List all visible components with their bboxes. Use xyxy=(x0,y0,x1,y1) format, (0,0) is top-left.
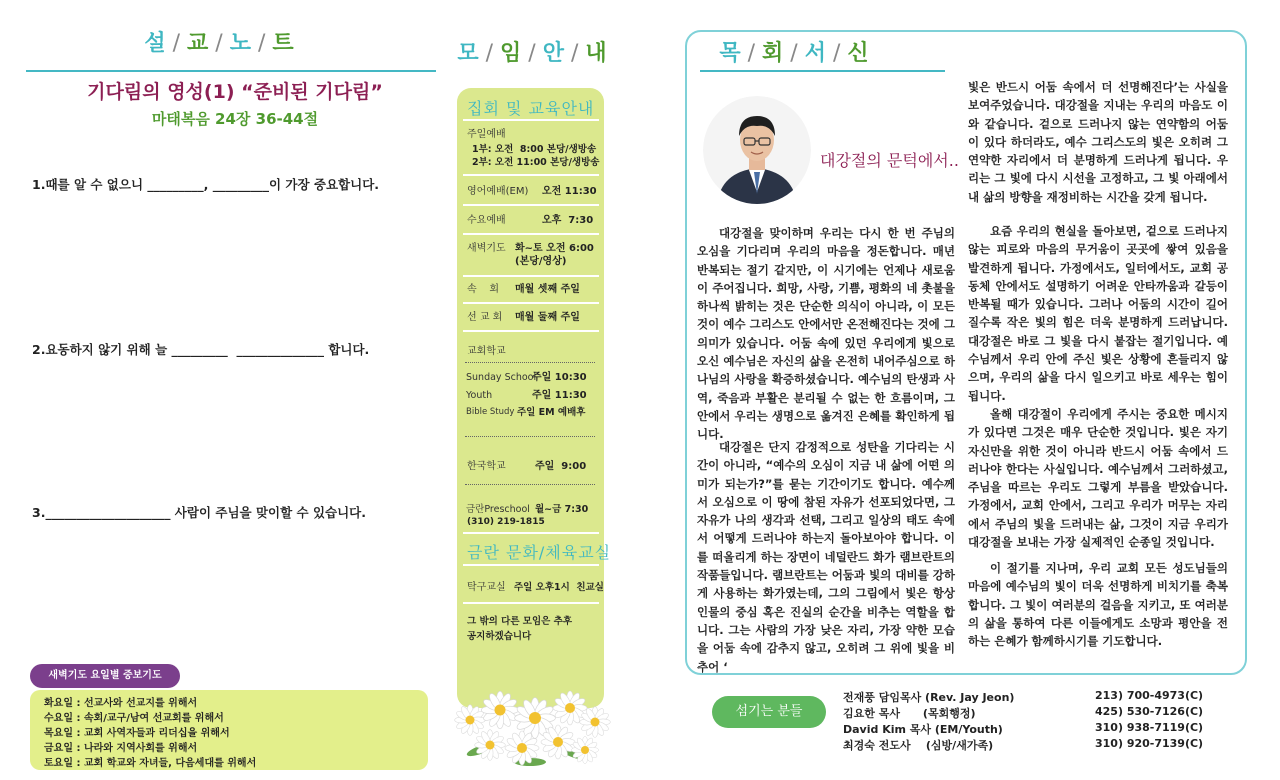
letter-paragraph: 대강절을 맞이하며 우리는 다시 한 번 주님의 오심을 기다리며 우리의 마음을 정돈합니다. 매년 반복되는 절기 같지만, 이 시기에는 언제나 새로움이 주어집니다. 희망, 사랑, 기쁨, 평화의 네 촛불을 하나씩 밝히는 것은 단순한 의식이 아니라, 이 모든 것이 예수 그리스도 안에서만 온전해진다는 것에 그 의미가 있습니다. 어둠 속에 있던 우리에게 빛으로 오신 예수님은 자신의 삶을 온전히 내어주심으로 하나님의 사랑을 확증하셨습니다. 예수님의 탄생과 사역, 죽음과 부활은 분리될 수 없는 한 흐름이며, 그 안에서 우리는 생명으로 옮겨진 은혜를 확인하게 됩니다. xyxy=(697,226,955,442)
sermon-title: 기다림의 영성(1) “준비된 기다림” xyxy=(87,81,383,103)
youth-time: 주일 11:30 xyxy=(532,390,587,401)
title-char: 서 xyxy=(804,41,828,66)
title-char: 목 xyxy=(719,41,743,66)
mission-time: 매월 둘째 주일 xyxy=(515,312,580,323)
korean-label: 한국학교 xyxy=(467,461,506,472)
title-char: 트 xyxy=(272,31,296,56)
sunday-service-1: 1부: 오전 8:00 본당/생방송 xyxy=(472,144,597,155)
bible-time: 주일 EM 예배후 xyxy=(517,407,586,418)
em-time: 오전 11:30 xyxy=(542,186,597,197)
divider xyxy=(700,70,945,72)
youth-label: Youth xyxy=(466,390,493,401)
divider xyxy=(463,532,599,534)
question-3: 3.____________________ 사람이 주님을 맞이할 수 있습니다. xyxy=(32,505,367,520)
ss-label: Sunday School xyxy=(466,372,537,383)
divider xyxy=(463,564,599,566)
sunday-service-2: 2부: 오전 11:00 본당/생방송 xyxy=(472,157,600,168)
divider xyxy=(463,174,599,176)
staff-phone: 310) 938-7119(C) xyxy=(1095,721,1204,734)
prayer-list xyxy=(30,690,428,770)
divider xyxy=(463,204,599,206)
question-2: 2.요동하지 않기 위해 늘 _________ ______________ 합니다. xyxy=(32,342,370,357)
other-notice-2: 공지하겠습니다 xyxy=(467,631,532,642)
letter-paragraph: 대강절은 단지 감정적으로 성탄을 기다리는 시간이 아니라, “예수의 오심이 지금 내 삶에 어떤 의미가 되는가?”를 묻는 기간이기도 합니다. 예수께서 오심으로 이 땅에 참된 자유가 선포되었다면, 그 자유가 나의 생각과 선택, 그리고 일상의 태도 속에서 어떻게 드러나야 하는지 돌아보아야 합니다. 이를 떠올리게 하는 장면이 네덜란드 화가 램브란트의 작품들입니다. 램브란트는 어둠과 빛의 대비를 강하게 사용하는 화가였는데, 그의 그림에서 빛은 항상 인물의 중심 혹은 진실의 순간을 비추는 역할을 합니다. 그는 사람의 가장 낮은 자리, 가장 약한 모습을 어둠 속에 감추지 않고, 오히려 그 위에 빛을 비추어 ‘ xyxy=(697,440,955,674)
korean-time: 주일 9:00 xyxy=(535,461,587,472)
staff-phone: 425) 530-7126(C) xyxy=(1095,705,1204,718)
bible-label: Bible Study xyxy=(466,407,515,417)
other-notice-1: 그 밖의 다른 모임은 추후 xyxy=(467,616,572,627)
divider xyxy=(465,484,595,485)
mission-label: 선 교 회 xyxy=(467,312,503,323)
sok-time: 매월 셋째 주일 xyxy=(515,284,580,295)
title-char: 회 xyxy=(762,41,786,66)
letter-paragraph: 빛은 반드시 어둠 속에서 더 선명해진다’는 사실을 보여주었습니다. 대강절을 지내는 우리의 마음도 이와 같습니다. 겉으로 드러나지 않는 연약함의 어둠이 있다 하더라도, 예수 그리스도의 빛은 오히려 그 연약한 자리에서 더 분명하게 드러나게 됩니다. 우리는 그 빛에 다시 시선을 고정하고, 그 빛 아래에서 내 삶의 방향을 재정비하는 시간을 갖게 됩니다. xyxy=(968,80,1228,204)
letter-paragraph: 이 절기를 지나며, 우리 교회 모든 성도님들의 마음에 예수님의 빛이 더욱 선명하게 비치기를 축복합니다. 그 빛이 여러분의 걸음을 지키고, 또 여러분의 삶을 통하여 다른 이들에게도 소망과 평안을 전하는 은혜가 함께하시기를 기도합니다. xyxy=(968,561,1228,649)
divider xyxy=(26,70,436,72)
dawn-place: (본당/영상) xyxy=(515,256,567,267)
divider xyxy=(463,119,599,121)
pastor-photo xyxy=(703,96,811,204)
daisy-flowers-image xyxy=(440,680,620,780)
staff-name: David Kim 목사 (EM/Youth) xyxy=(843,723,1003,736)
pingpong-label: 탁구교실 xyxy=(467,582,506,593)
scripture-reference: 마태복음 24장 36-44절 xyxy=(151,110,319,128)
sunday-label: 주일예배 xyxy=(467,129,506,140)
sermon-note-title: 설 / 교 / 노 / 트 xyxy=(0,26,440,57)
title-char: 노 xyxy=(229,31,253,56)
list-item: 화요일 : 선교사와 선교지를 위해서 xyxy=(44,698,198,709)
prayer-label: 새벽기도 요일별 중보기도 xyxy=(30,664,180,688)
title-char: 안 xyxy=(542,41,566,66)
title-char: 설 xyxy=(144,31,168,56)
em-label: 영어예배(EM) xyxy=(467,186,529,197)
meetings-title: 모 / 임 / 안 / 내 xyxy=(448,36,618,67)
list-item: 수요일 : 속회/교구/남여 선교회를 위해서 xyxy=(44,713,224,724)
list-item: 목요일 : 교회 사역자들과 리더십을 위해서 xyxy=(44,728,230,739)
preschool-phone: (310) 219-1815 xyxy=(467,517,545,527)
school-label: 교회학교 xyxy=(467,346,506,357)
list-item: 토요일 : 교회 학교와 자녀들, 다음세대를 위해서 xyxy=(44,758,257,769)
title-char: 모 xyxy=(457,41,481,66)
dawn-label: 새벽기도 xyxy=(467,243,506,254)
title-char: 임 xyxy=(500,41,524,66)
pingpong-time: 주일 오후1시 친교실 xyxy=(514,582,604,593)
divider xyxy=(463,275,599,277)
wed-label: 수요예배 xyxy=(467,215,506,226)
staff-name: 최경숙 전도사 (심방/새가족) xyxy=(843,739,994,752)
divider xyxy=(463,602,599,604)
sok-label: 속 회 xyxy=(467,284,500,295)
letter-subtitle: 대강절의 문턱에서.. xyxy=(820,151,959,170)
title-char: 내 xyxy=(585,41,609,66)
divider xyxy=(465,436,595,437)
staff-phone: 310) 920-7139(C) xyxy=(1095,737,1204,750)
divider xyxy=(463,302,599,304)
divider xyxy=(463,330,599,332)
ss-time: 주일 10:30 xyxy=(532,372,587,383)
section-heading: 금란 문화/체육교실 xyxy=(467,543,612,562)
list-item: 금요일 : 나라와 지역사회를 위해서 xyxy=(44,743,198,754)
title-char: 신 xyxy=(847,41,871,66)
staff-phone: 213) 700-4973(C) xyxy=(1095,689,1204,702)
preschool-time: 월~금 7:30 xyxy=(535,504,589,515)
staff-name: 전재풍 담임목사 (Rev. Jay Jeon) xyxy=(843,691,1015,704)
letter-paragraph: 올해 대강절이 우리에게 주시는 중요한 메시지가 있다면 그것은 매우 단순한 것입니다. 빛은 자기 자신만을 위한 것이 아니라 반드시 어둠 속에서 드러나야 한다는 사실입니다. 예수님께서 그러하셨고, 주님을 따르는 우리도 그렇게 부름을 받았습니다. 가정에서, 교회 안에서, 그리고 우리가 머무는 자리에서 주님의 빛을 드러내는 삶, 그것이 지금 우리가 대강절을 보내는 가장 실제적인 순종일 것입니다. xyxy=(968,407,1228,550)
preschool-label: 금란Preschool xyxy=(466,504,530,515)
question-1: 1.때를 알 수 없으니 _________, _________이 가장 중요합니다. xyxy=(32,177,380,192)
dawn-time: 화~토 오전 6:00 xyxy=(515,243,594,254)
pastor-letter-title: 목 / 회 / 서 / 신 xyxy=(700,36,890,67)
servants-label: 섬기는 분들 xyxy=(712,696,826,728)
title-char: 교 xyxy=(187,31,211,56)
wed-time: 오후 7:30 xyxy=(542,215,594,226)
divider xyxy=(465,362,595,363)
section-heading: 집회 및 교육안내 xyxy=(467,99,595,118)
staff-name: 김요한 목사 (목회행정) xyxy=(843,707,976,720)
letter-paragraph: 요즘 우리의 현실을 돌아보면, 겉으로 드러나지 않는 피로와 마음의 무거움이 곳곳에 쌓여 있음을 발견하게 됩니다. 가정에서도, 일터에서도, 교회 공동체 안에서도 설명하기 어려운 안타까움과 갈등이 반복될 때가 있습니다. 그러나 어둠의 시간이 길어질수록 작은 빛의 힘은 더욱 분명하게 드러납니다. 대강절은 바로 그 빛을 다시 붙잡는 절기입니다. 예수님께서 우리 안에 주신 빛은 상황에 흔들리지 않으며, 우리의 삶을 다시 일으키고 바로 세우는 힘이 됩니다. xyxy=(968,224,1228,403)
divider xyxy=(463,233,599,235)
